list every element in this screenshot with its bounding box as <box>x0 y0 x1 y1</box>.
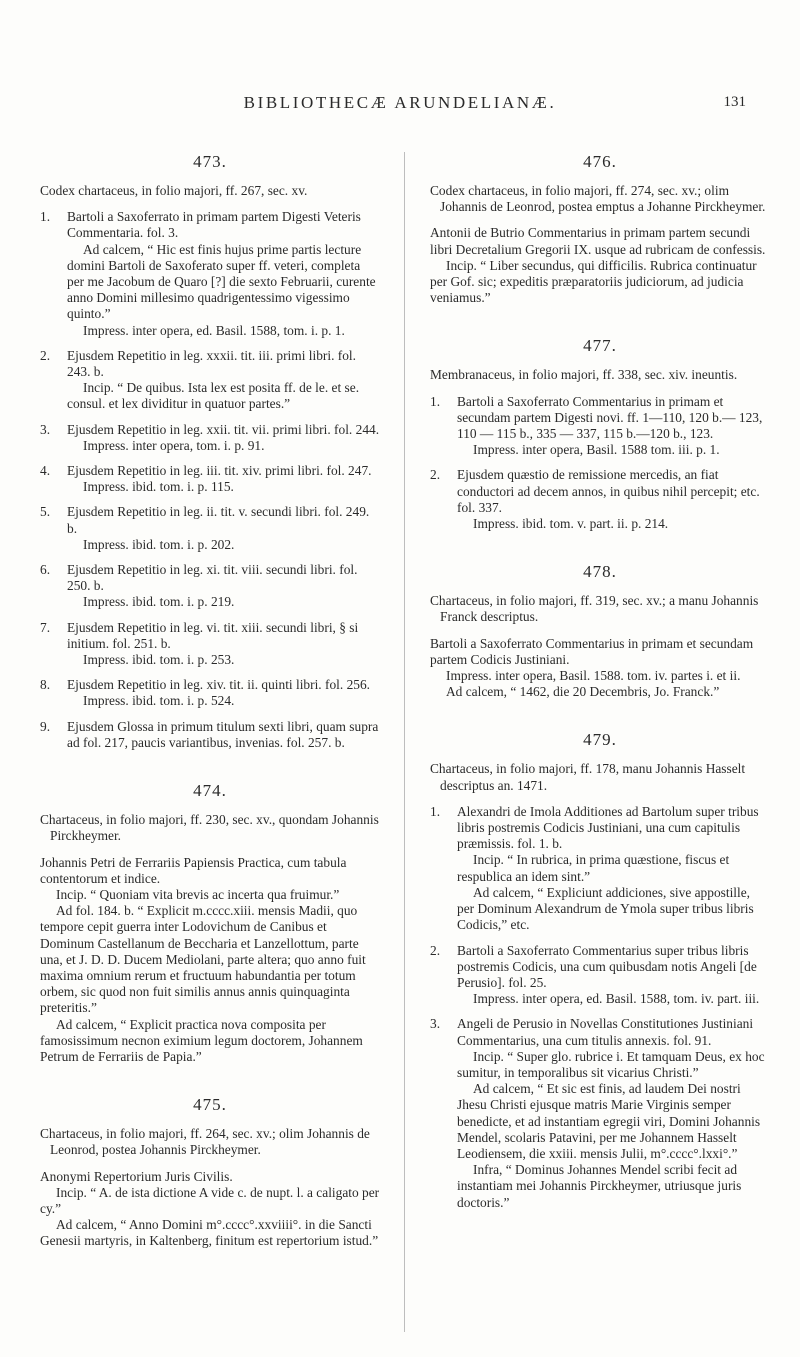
item-incip: Incip. “ In rubrica, in prima quæstione, fiscus et respublica an idem sint.” <box>457 852 730 884</box>
entry-body <box>430 636 770 701</box>
item-text: Ejusdem Repetitio in leg. xiv. tit. ii. quinti libri. fol. 256. <box>67 677 371 693</box>
item-text: Ejusdem Repetitio in leg. vi. tit. xiii. secundi libri, § si initium. fol. 251. b. <box>67 619 359 651</box>
impress-note: Impress. inter opera, Basil. 1588. tom. iv. partes i. et ii. <box>446 668 741 684</box>
running-title: BIBLIOTHECÆ ARUNDELIANÆ. <box>243 93 557 112</box>
entry-description: Chartaceus, in folio majori, ff. 264, sec. xv.; olim Johannis de Leonrod, postea Johannis Pirckheymer. <box>40 1126 370 1158</box>
entry-description: Codex chartaceus, in folio majori, ff. 274, sec. xv.; olim Johannis de Leonrod, postea emptus a Johanne Pirckheymer. <box>430 183 766 215</box>
item-impress: Impress. ibid. tom. i. p. 253. <box>83 652 235 668</box>
entry-number: 477. <box>583 336 617 356</box>
work-title: Johannis Petri de Ferrariis Papiensis Practica, cum tabula contentorum et indice. <box>40 854 347 886</box>
work-title: Anonymi Repertorium Juris Civilis. <box>40 1168 233 1184</box>
list-item <box>40 719 380 751</box>
item-number: 5. <box>40 504 51 520</box>
entry-description: Chartaceus, in folio majori, ff. 319, sec. xv.; a manu Johannis Franck descriptus. <box>430 593 759 625</box>
entry-475 <box>40 1095 380 1249</box>
item-text: Ejusdem Repetitio in leg. iii. tit. xiv. primi libri. fol. 247. <box>67 463 372 479</box>
entry-474 <box>40 781 380 1065</box>
entry-description: Chartaceus, in folio majori, ff. 230, sec. xv., quondam Johannis Pirckheymer. <box>40 812 379 844</box>
colophon: Ad calcem, “ Explicit practica nova composita per famosissimum necnon eximium legum doctorem, Johannem Petrum de Ferrariis de Papia.” <box>40 1016 363 1064</box>
incipit: Incip. “ Liber secundus, qui difficilis. Rubrica continuatur per Gof. sic; expeditis præparatoriis judiciorum, ad judicia veniamus.” <box>430 257 757 306</box>
item-impress: Impress. inter opera, ed. Basil. 1588, tom. i. p. 1. <box>83 322 345 338</box>
entry-body <box>40 855 380 1066</box>
entry-479 <box>430 730 770 1210</box>
entry-description: Chartaceus, in folio majori, ff. 178, manu Johannis Hasselt descriptus an. 1471. <box>430 761 746 793</box>
entry-476 <box>430 152 770 306</box>
item-calcem: Ad calcem, “ Expliciunt addiciones, sive appostille, per Dominum Alexandrum de Ymola super tribus libris Codicis,” etc. <box>457 884 754 933</box>
item-text: Ejusdem Repetitio in leg. xi. tit. viii. secundi libri. fol. 250. b. <box>67 562 358 594</box>
left-column <box>40 152 380 1280</box>
list-item <box>430 804 770 934</box>
list-item <box>40 562 380 611</box>
item-text: Angeli de Perusio in Novellas Constitutiones Justiniani Commentarius, una cum titulis annexis. fol. 91. <box>457 1016 754 1048</box>
item-text: Bartoli a Saxoferrato Commentarius super tribus libris postremis Codicis, una cum quibusdam notis Angeli [de Perusio]. fol. 25. <box>457 942 757 990</box>
item-number: 2. <box>430 467 441 483</box>
incipit: Incip. “ Quoniam vita brevis ac incerta qua fruimur.” <box>56 886 340 902</box>
list-item <box>430 467 770 532</box>
entry-473 <box>40 152 380 751</box>
entry-number: 475. <box>193 1095 227 1115</box>
item-number: 3. <box>40 421 51 437</box>
work-title: Bartoli a Saxoferrato Commentarius in primam et secundam partem Codicis Justiniani. <box>430 635 754 667</box>
item-number: 4. <box>40 463 51 479</box>
incipit: Incip. “ A. de ista dictione A vide c. de nupt. l. a caligato per cy.” <box>40 1184 380 1216</box>
item-text: Ejusdem Repetitio in leg. xxxii. tit. iii. primi libri. fol. 243. b. <box>67 347 356 380</box>
item-number: 6. <box>40 562 51 578</box>
list-item <box>430 1016 770 1210</box>
colophon: Ad calcem, “ Anno Domini m°.cccc°.xxviiii°. in die Sancti Genesii martyris, in Kaltenberg, finitum est repertorium istud.” <box>40 1217 379 1249</box>
item-impress: Impress. ibid. tom. i. p. 524. <box>83 693 235 709</box>
list-item <box>40 348 380 413</box>
work-title: Antonii de Butrio Commentarius in primam partem secundi libri Decretalium Gregorii IX. usque ad rubricam de confessis. <box>430 225 766 257</box>
item-impress: Impress. ibid. tom. i. p. 115. <box>83 479 234 495</box>
list-item <box>40 620 380 669</box>
item-incip: Incip. “ Super glo. rubrice i. Et tamquam Deus, ex hoc sumitur, in temporalibus sit vicarius Christi.” <box>457 1048 765 1080</box>
page-header <box>0 93 800 117</box>
entry-478 <box>430 562 770 700</box>
list-item <box>40 677 380 709</box>
item-number: 3. <box>430 1016 441 1032</box>
entry-number: 473. <box>193 152 227 171</box>
item-impress: Impress. inter opera, Basil. 1588 tom. iii. p. 1. <box>473 442 720 458</box>
list-item <box>430 943 770 1008</box>
item-text: Alexandri de Imola Additiones ad Bartolum super tribus libris postremis Codicis Justiniani, una cum capitulis præmissis. fol. 1. b. <box>457 803 759 852</box>
folio-note: Ad fol. 184. b. “ Explicit m.cccc.xiii. mensis Madii, quo tempore cepit guerra inter Lodovichum de Canibus et Dominum Castellanum de Beccharia et Lanzellottum, parte una, et J. D. D. Ducem Mediolani, parte altera; quo anno fuit maxima omnium rerum et fructuum habundantia per totum orbem, sic quod non fuit similis annus annis quinquaginta preteritis.” <box>40 903 366 1016</box>
item-text: Bartoli a Saxoferrato in primam partem Digesti Veteris Commentaria. fol. 3. <box>67 209 361 241</box>
item-number: 8. <box>40 677 51 693</box>
list-item <box>430 394 770 459</box>
item-text: Ejusdem Repetitio in leg. xxii. tit. vii. primi libri. fol. 244. <box>67 421 380 437</box>
item-impress: Impress. inter opera, ed. Basil. 1588, tom. iv. part. iii. <box>473 991 760 1007</box>
list-item <box>40 504 380 553</box>
entry-description: Codex chartaceus, in folio majori, ff. 267, sec. xv. <box>40 183 308 198</box>
entry-number: 479. <box>583 730 617 750</box>
item-text: Ejusdem Repetitio in leg. ii. tit. v. secundi libri. fol. 249. b. <box>67 504 370 536</box>
list-item <box>40 422 380 454</box>
item-infra: Infra, “ Dominus Johannes Mendel scribi fecit ad instantiam mei Johannis Pirckheymer, utriusque juris doctoris.” <box>457 1162 742 1210</box>
item-number: 1. <box>40 209 51 225</box>
entry-description: Membranaceus, in folio majori, ff. 338, sec. xiv. ineuntis. <box>430 367 738 383</box>
item-incip: Incip. “ De quibus. Ista lex est posita ff. de le. et se. consul. et lex dividitur in quatuor partes.” <box>67 380 360 412</box>
page-number: 131 <box>723 94 746 110</box>
item-impress: Impress. inter opera, tom. i. p. 91. <box>83 437 265 453</box>
item-impress: Impress. ibid. tom. i. p. 219. <box>83 594 235 610</box>
item-impress: Impress. ibid. tom. v. part. ii. p. 214. <box>473 516 669 532</box>
item-number: 2. <box>430 942 441 958</box>
list-item <box>40 463 380 495</box>
item-text: Ejusdem Glossa in primum titulum sexti libri, quam supra ad fol. 217, paucis variantibus, invenias. fol. 257. b. <box>67 718 379 750</box>
entry-number: 474. <box>193 781 227 801</box>
item-text: Bartoli a Saxoferrato Commentarius in primam et secundam partem Digesti novi. ff. 1—110, 120 b.— 123, 110 — 115 b., 335 — 337, 115 b.—120 b., 123. <box>457 393 763 442</box>
entry-number: 476. <box>583 152 617 171</box>
item-calcem: Ad calcem, “ Et sic est finis, ad laudem Dei nostri Jhesu Christi ejusque matris Marie Virginis semper benedicte, et ad instantiam egregii viri, Domini Johannis Mendel, scolaris Patavini, per me Johannem Hasselt Leodiensem, die xxiii. mensis Julii, m°.cccc°.lxxi°.” <box>457 1081 761 1161</box>
item-number: 9. <box>40 718 51 734</box>
entry-body <box>430 225 770 306</box>
colophon: Ad calcem, “ 1462, die 20 Decembris, Jo. Franck.” <box>446 684 720 700</box>
entry-477 <box>430 336 770 532</box>
entry-number: 478. <box>583 562 617 582</box>
item-number: 1. <box>430 803 441 819</box>
right-column <box>430 152 770 1241</box>
item-number: 2. <box>40 347 51 363</box>
item-number: 7. <box>40 619 51 635</box>
column-divider <box>404 152 405 1332</box>
item-text: Ejusdem quæstio de remissione mercedis, an fiat conductori ad decem annos, in quibus nihil percepit; etc. fol. 337. <box>457 467 760 515</box>
item-impress: Impress. ibid. tom. i. p. 202. <box>83 536 235 552</box>
item-calcem: Ad calcem, “ Hic est finis hujus prime partis lecture domini Bartoli de Saxoferato super ff. veteri, completa per me Jacobum de Quaro [?] die sexto Februarii, curente anno Domini millesimo quadrigentessimo vigessimo quinto.” <box>67 241 376 322</box>
entry-body <box>40 1169 380 1250</box>
item-number: 1. <box>430 393 441 409</box>
list-item <box>40 209 380 339</box>
